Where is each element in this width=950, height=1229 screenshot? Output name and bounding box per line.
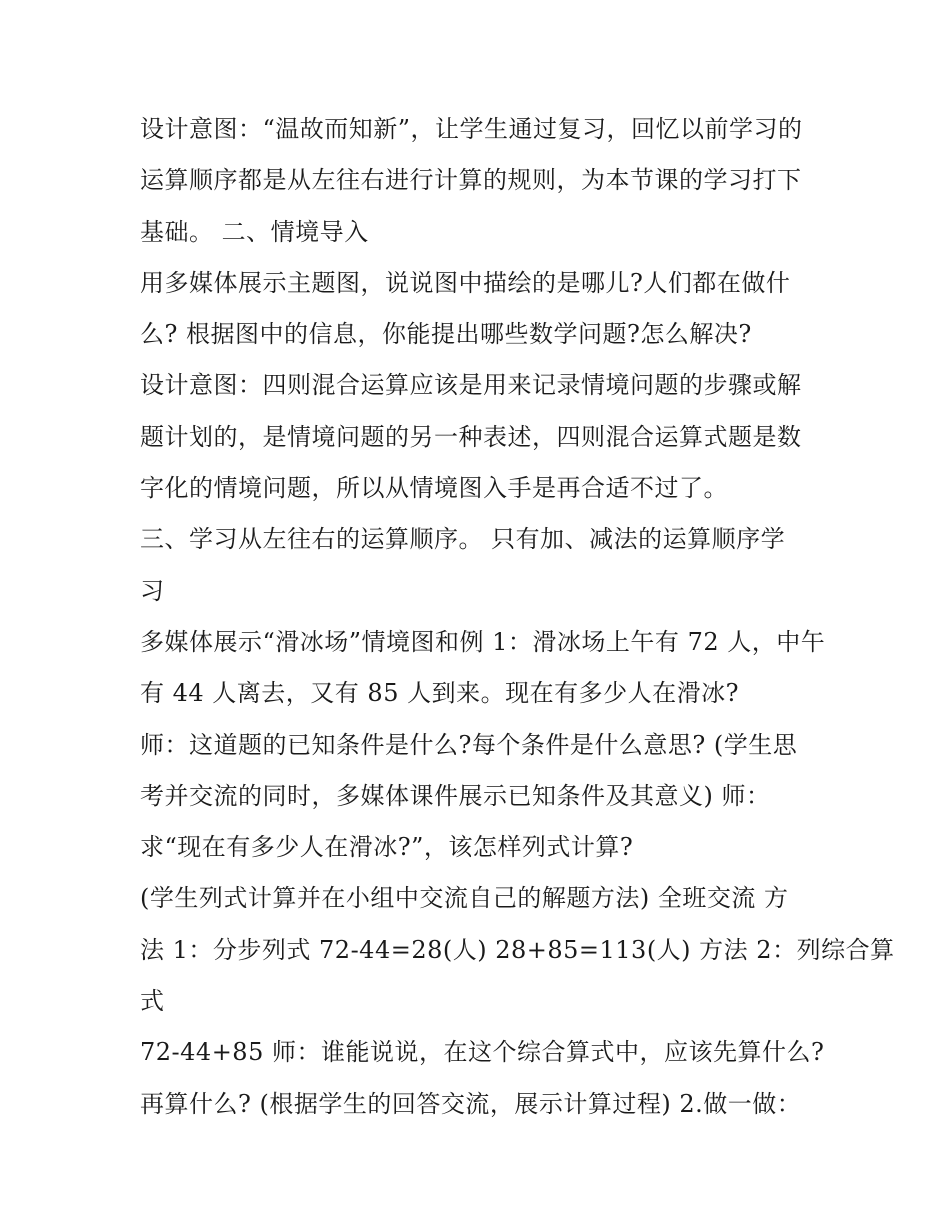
text-line: 么? 根据图中的信息，你能提出哪些数学问题?怎么解决?: [140, 320, 752, 349]
text-line: 题计划的，是情境问题的另一种表述，四则混合运算式题是数: [140, 422, 802, 451]
text-line: 设计意图：四则混合运算应该是用来记录情境问题的步骤或解: [140, 371, 802, 400]
text-line: (学生列式计算并在小组中交流自己的解题方法) 全班交流 方: [140, 884, 789, 913]
text-line: 考并交流的同时，多媒体课件展示已知条件及其意义) 师：: [140, 781, 771, 810]
text-line: 再算什么? (根据学生的回答交流，展示计算过程) 2.做一做：: [140, 1089, 802, 1118]
text-line: 式: [140, 987, 165, 1016]
text-line: 72-44+85 师：谁能说说，在这个综合算式中，应该先算什么?: [140, 1038, 825, 1067]
body-text: [140, 104, 895, 1130]
text-line: 法 1：分步列式 72-44=28(人) 28+85=113(人) 方法 2：列综合算: [140, 935, 895, 964]
text-line: 用多媒体展示主题图，说说图中描绘的是哪儿?人们都在做什: [140, 268, 791, 297]
text-line: 求“现在有多少人在滑冰?”，该怎样列式计算?: [140, 833, 634, 862]
text-line: 运算顺序都是从左往右进行计算的规则，为本节课的学习打下: [140, 166, 802, 195]
text-line: 师：这道题的已知条件是什么?每个条件是什么意思? (学生思: [140, 730, 798, 759]
text-line: 基础。 二、情境导入: [140, 217, 369, 246]
text-line: 字化的情境问题，所以从情境图入手是再合适不过了。: [140, 474, 728, 503]
text-line: 有 44 人离去，又有 85 人到来。现在有多少人在滑冰?: [140, 679, 739, 708]
text-line: 多媒体展示“滑冰场”情境图和例 1：滑冰场上午有 72 人，中午: [140, 627, 826, 656]
text-line: 习: [140, 576, 165, 605]
text-line: 三、学习从左往右的运算顺序。 只有加、减法的运算顺序学: [140, 525, 786, 554]
text-line: 设计意图：“温故而知新”，让学生通过复习，回忆以前学习的: [140, 115, 803, 143]
